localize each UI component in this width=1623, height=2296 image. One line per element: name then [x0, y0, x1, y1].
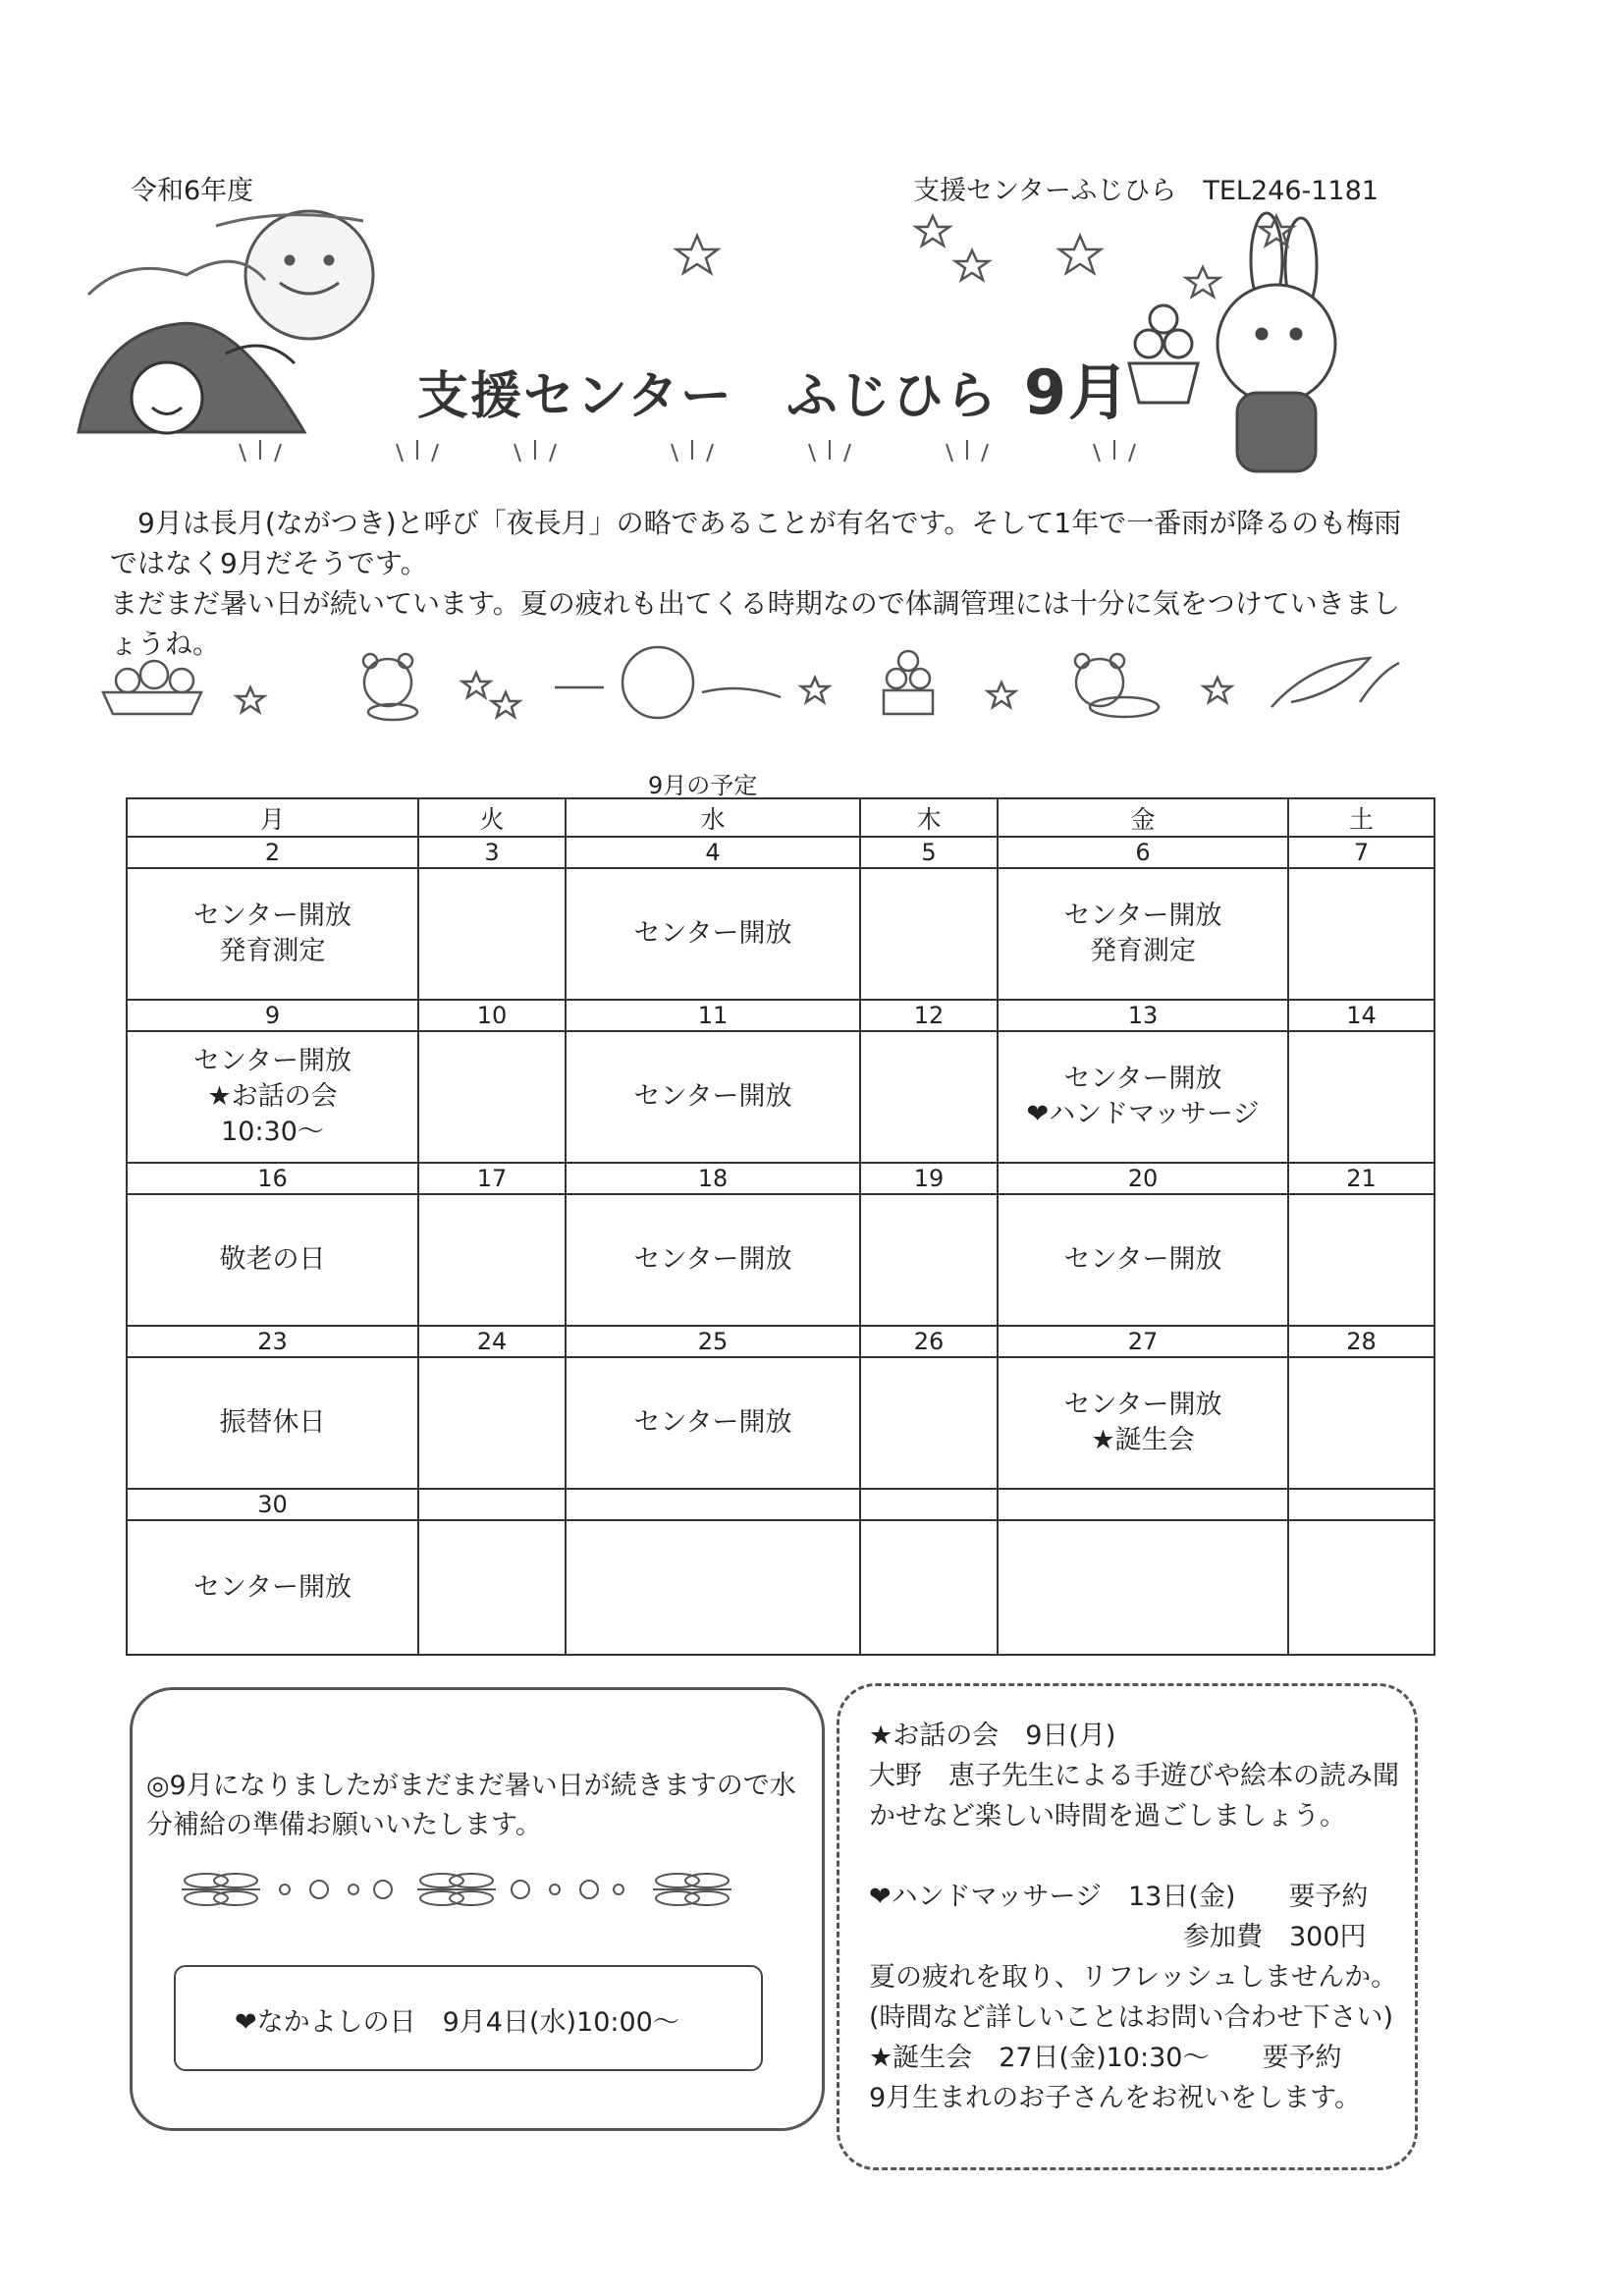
date-cell: 23	[127, 1326, 418, 1357]
event-cell: センター開放	[566, 1031, 860, 1163]
event-cell: センター開放	[566, 1194, 860, 1326]
hydration-notice: ◎9月になりましたがまだまだ暑い日が続きますので水分補給の準備お願いいたします。	[146, 1771, 796, 1840]
date-cell: 25	[566, 1326, 860, 1357]
date-row	[127, 1326, 1434, 1357]
intro-paragraph: まだまだ暑い日が続いています。夏の疲れも出てくる時期なので体調管理には十分に気をつけていきましょうね。	[110, 587, 1400, 660]
title-month: 9月	[1023, 356, 1132, 428]
star-icon	[801, 678, 829, 702]
weekday-header: 土	[1288, 798, 1434, 837]
date-cell: 28	[1288, 1326, 1434, 1357]
event-cell	[418, 1357, 566, 1489]
nakayoshi-scroll-banner	[174, 1965, 763, 2071]
date-cell: 27	[998, 1326, 1288, 1357]
page-title	[417, 344, 1131, 431]
event-cell: センター開放 ★お話の会 10:30～	[127, 1031, 418, 1163]
event-birthday-title: ★誕生会 27日(金)10:30～ 要予約	[869, 2043, 1342, 2073]
bear-icon	[1075, 654, 1159, 717]
event-cell	[1288, 1357, 1434, 1489]
rabbit-icon	[1217, 213, 1335, 471]
event-story-title: ★お話の会 9日(月)	[869, 1721, 1116, 1751]
spacer-line	[869, 1836, 1399, 1877]
event-cell	[1288, 1520, 1434, 1655]
date-cell: 13	[998, 1000, 1288, 1031]
star-icon	[988, 683, 1015, 707]
event-cell	[1288, 1031, 1434, 1163]
event-row	[127, 868, 1434, 1000]
event-cell: センター開放 ★誕生会	[998, 1357, 1288, 1489]
moon-icon	[245, 211, 373, 339]
date-cell: 30	[127, 1489, 418, 1520]
date-cell	[418, 1489, 566, 1520]
date-row	[127, 1163, 1434, 1194]
dragonfly-icon	[182, 1874, 260, 1905]
date-cell: 7	[1288, 837, 1434, 868]
event-massage-desc: 夏の疲れを取り、リフレッシュしませんか。	[869, 1962, 1398, 1993]
intro-paragraph: 9月は長月(ながつき)と呼び「夜長月」の略であることが有名です。そして1年で一番雨が降るのも梅雨ではなく9月だそうです。	[110, 507, 1402, 579]
date-cell: 5	[860, 837, 998, 868]
weekday-header: 月	[127, 798, 418, 837]
event-cell: センター開放	[127, 1520, 418, 1655]
star-icon	[462, 673, 490, 697]
event-cell: センター開放	[566, 868, 860, 1000]
date-cell: 6	[998, 837, 1288, 868]
event-row	[127, 1194, 1434, 1326]
title-main: 支援センター ふじひら	[417, 367, 999, 426]
event-cell	[998, 1520, 1288, 1655]
event-birthday-desc: 9月生まれのお子さんをお祝いをします。	[869, 2083, 1362, 2113]
event-massage-note: (時間など詳しいことはお問い合わせ下さい)	[869, 2002, 1394, 2033]
date-cell: 2	[127, 837, 418, 868]
date-cell: 11	[566, 1000, 860, 1031]
weekday-header: 水	[566, 798, 860, 837]
event-row	[127, 1031, 1434, 1163]
date-cell: 3	[418, 837, 566, 868]
event-cell: センター開放 発育測定	[998, 868, 1288, 1000]
notice-box-left	[130, 1687, 825, 2131]
event-cell	[1288, 868, 1434, 1000]
event-cell	[418, 868, 566, 1000]
date-row	[127, 837, 1434, 868]
date-cell	[566, 1489, 860, 1520]
event-story-desc: 大野 恵子先生による手遊びや絵本の読み聞かせなど楽しい時間を過ごしましょう。	[869, 1761, 1399, 1831]
date-row	[127, 1000, 1434, 1031]
date-cell	[860, 1489, 998, 1520]
date-cell: 20	[998, 1163, 1288, 1194]
weekday-header: 火	[418, 798, 566, 837]
date-cell: 18	[566, 1163, 860, 1194]
event-cell: 振替休日	[127, 1357, 418, 1489]
date-cell	[1288, 1489, 1434, 1520]
star-icon	[1204, 678, 1231, 702]
date-cell: 17	[418, 1163, 566, 1194]
date-cell: 26	[860, 1326, 998, 1357]
date-cell: 4	[566, 837, 860, 868]
weekday-header: 金	[998, 798, 1288, 837]
event-row	[127, 1357, 1434, 1489]
dango-offering-icon	[1129, 305, 1198, 403]
star-icon	[492, 692, 519, 717]
date-cell: 24	[418, 1326, 566, 1357]
event-massage-fee: 参加費 300円	[1183, 1922, 1367, 1952]
schedule-calendar	[126, 797, 1435, 1656]
decorative-divider	[93, 643, 1409, 722]
date-row	[127, 1489, 1434, 1520]
event-row	[127, 1520, 1434, 1655]
date-cell: 12	[860, 1000, 998, 1031]
grass-marks	[240, 440, 1135, 462]
event-massage-title: ❤ハンドマッサージ 13日(金) 要予約	[869, 1882, 1369, 1912]
fiscal-year: 令和6年度	[131, 176, 254, 206]
date-cell: 14	[1288, 1000, 1434, 1031]
event-cell	[566, 1520, 860, 1655]
event-cell	[860, 868, 998, 1000]
bear-icon	[363, 654, 417, 720]
date-cell: 19	[860, 1163, 998, 1194]
weekday-header-row	[127, 798, 1434, 837]
event-cell	[418, 1194, 566, 1326]
event-cell: センター開放	[998, 1194, 1288, 1326]
event-cell: 敬老の日	[127, 1194, 418, 1326]
pampas-grass-icon	[1271, 658, 1399, 707]
dragonfly-icon	[417, 1874, 496, 1905]
star-icon	[237, 687, 264, 712]
org-contact: 支援センターふじひら TEL246-1181	[913, 176, 1379, 206]
date-cell: 10	[418, 1000, 566, 1031]
event-cell	[418, 1031, 566, 1163]
moon-icon	[555, 647, 781, 718]
event-cell	[418, 1520, 566, 1655]
fruit-basket-icon	[103, 661, 201, 714]
star-icon	[676, 216, 1293, 297]
dragonfly-icon	[653, 1874, 731, 1905]
notice-box-right	[837, 1683, 1418, 2170]
event-cell: センター開放	[566, 1357, 860, 1489]
schedule-title: 9月の予定	[648, 772, 758, 799]
event-cell	[860, 1520, 998, 1655]
weekday-header: 木	[860, 798, 998, 837]
dragonfly-divider	[172, 1865, 781, 1914]
date-cell: 21	[1288, 1163, 1434, 1194]
nakayoshi-day-text: ❤なかよしの日 9月4日(水)10:00～	[235, 2007, 679, 2038]
date-cell: 16	[127, 1163, 418, 1194]
event-cell	[860, 1031, 998, 1163]
dango-offering-icon	[884, 651, 933, 714]
event-cell	[860, 1194, 998, 1326]
event-cell: センター開放 発育測定	[127, 868, 418, 1000]
event-cell	[1288, 1194, 1434, 1326]
event-cell: センター開放 ❤ハンドマッサージ	[998, 1031, 1288, 1163]
date-cell: 9	[127, 1000, 418, 1031]
intro-text	[110, 503, 1406, 664]
event-cell	[860, 1357, 998, 1489]
date-cell	[998, 1489, 1288, 1520]
